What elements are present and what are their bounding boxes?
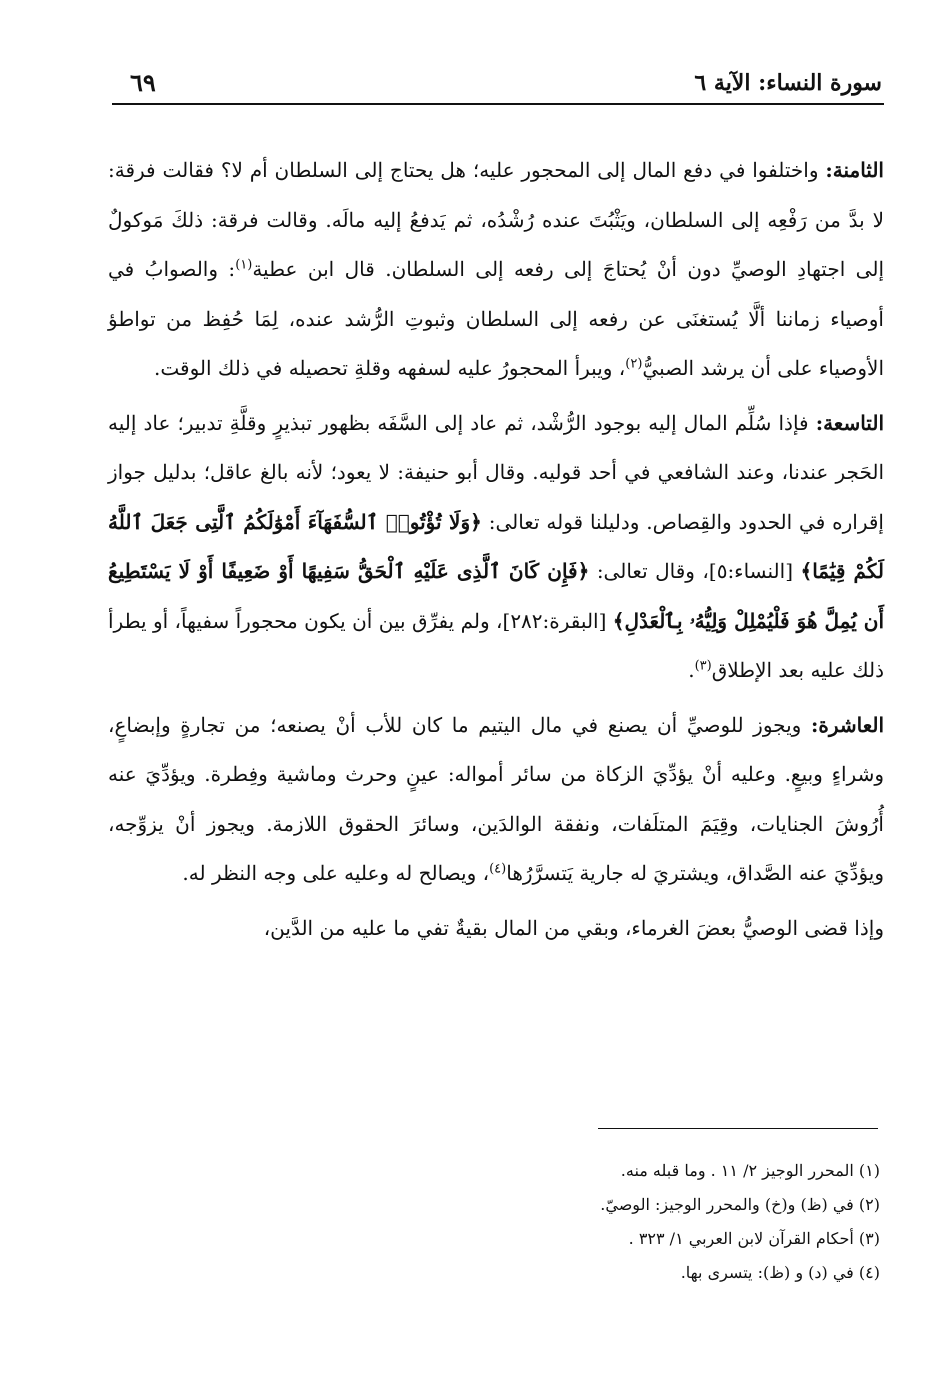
paragraph-text: [البقرة:٢٨٢]، ولم يفرِّق بين أن يكون محجوراً سفيهاً، أو يطرأ ذلك عليه بعد الإطلاق — [108, 608, 884, 682]
paragraph-text: : والصوابُ في أوصياء زماننا ألَّا يُستغنَى عن رفعه إلى السلطان وثبوتِ الرُّشد عنده، لِمَا حُفِظ من تواطؤ الأوصياء على أن يرشد الصبيُّ — [108, 257, 884, 380]
footnote-ref[interactable]: (٤) — [489, 861, 507, 877]
footnote-ref[interactable]: (١) — [235, 257, 253, 273]
paragraph-text: وإذا قضى الوصيُّ بعضَ الغرماء، وبقي من المال بقيةٌ تفي ما عليه من الدَّين، — [263, 915, 884, 940]
paragraph-text: ويجوز للوصيِّ أن يصنع في مال اليتيم ما كان للأب أنْ يصنعه؛ من تجارةٍ وإبضاعٍ، وشراءٍ وبيعٍ. وعليه أنْ يؤدِّيَ الزكاة من سائر أمواله: عينٍ وحرث وماشية وفِطرة. ويؤدِّيَ عنه أُرُوشَ الجنايات، وقِيَمَ المتلَفات، ونفقة الوالدَين، وسائرَ الحقوق اللازمة. ويجوز أنْ يزوِّجه، ويؤدِّيَ عنه الصَّداق، ويشتريَ له جارية يَتسرَّرُها — [108, 712, 884, 885]
running-header — [112, 68, 882, 102]
paragraph-text: . — [688, 658, 695, 682]
footnotes — [300, 1154, 880, 1290]
main-text — [108, 146, 884, 953]
paragraph-text: ، ويصالح له وعليه على وجه النظر له. — [182, 861, 490, 885]
paragraph-ninth — [108, 399, 884, 696]
paragraph-lead: العاشرة: — [810, 712, 884, 737]
paragraph-text: فإذا سُلِّم المال إليه بوجود الرُّشْد، ثم عاد إلى السَّفَه بظهور تبذيرٍ وقلَّةِ تدبير؛ عاد إليه الحَجر عندنا، وعند الشافعي في أحد قوليه. وقال أبو حنيفة: لا يعود؛ لأنه بالغ عاقل؛ بدليل جواز إقراره في الحدود والقِصاص. ودليلنا قوله تعالى: — [108, 410, 884, 534]
paragraph-eighth — [108, 146, 884, 394]
surah-title: سورة النساء: الآية ٦ — [694, 70, 882, 96]
footnote-ref[interactable]: (٢) — [625, 356, 643, 372]
quran-verse: ﴿وَلَا تُؤْتُوا۟ ٱلسُّفَهَآءَ أَمْوَٰلَكُمُ ٱلَّتِى جَعَلَ ٱللَّهُ لَكُمْ قِيَٰمًا﴾ — [108, 509, 884, 583]
footnote-1: (١) المحرر الوجيز ٢/ ١١ . وما قبله منه. — [620, 1161, 880, 1180]
paragraph-continuation — [108, 904, 884, 954]
footnote-4: (٤) في (د) و (ظ): يتسرى بها. — [680, 1263, 880, 1282]
footnote-rule — [598, 1128, 878, 1129]
footnote-ref[interactable]: (٣) — [694, 658, 712, 674]
footnote-2: (٢) في (ظ) و(خ) والمحرر الوجيز: الوصيّ. — [600, 1195, 880, 1214]
paragraph-lead: التاسعة: — [815, 410, 884, 435]
quran-verse: ﴿فَإِن كَانَ ٱلَّذِى عَلَيْهِ ٱلْحَقُّ سَفِيهًا أَوْ ضَعِيفًا أَوْ لَا يَسْتَطِيعُ أَن يُمِلَّ هُوَ فَلْيُمْلِلْ وَلِيُّهُۥ بِٱلْعَدْلِ﴾ — [108, 559, 885, 633]
paragraph-lead: الثامنة: — [825, 158, 884, 182]
paragraph-text: [النساء:٥]، وقال تعالى: — [589, 559, 801, 583]
paragraph-text: واختلفوا في دفع المال إلى المحجور عليه؛ هل يحتاج إلى السلطان أم لا؟ فقالت فرقة: لا بدَّ من رَفْعِه إلى السلطان، ويَثْبُتَ عنده رُشْدُه، ثم يَدفعُ إليه مالَه. وقالت فرقة: ذلكَ مَوكولٌ إلى اجتهادِ الوصيِّ دون أنْ يُحتاجَ إلى رفعه إلى السلطان. قال ابن عطية — [108, 158, 885, 281]
page-number: ٦٩ — [130, 68, 156, 97]
paragraph-tenth — [108, 701, 884, 899]
header-rule — [112, 103, 884, 105]
footnote-3: (٣) أحكام القرآن لابن العربي ١/ ٣٢٣ . — [628, 1229, 880, 1248]
paragraph-text: ، ويبرأ المحجورُ عليه لسفهه وقلةِ تحصيله في ذلك الوقت. — [154, 356, 626, 380]
